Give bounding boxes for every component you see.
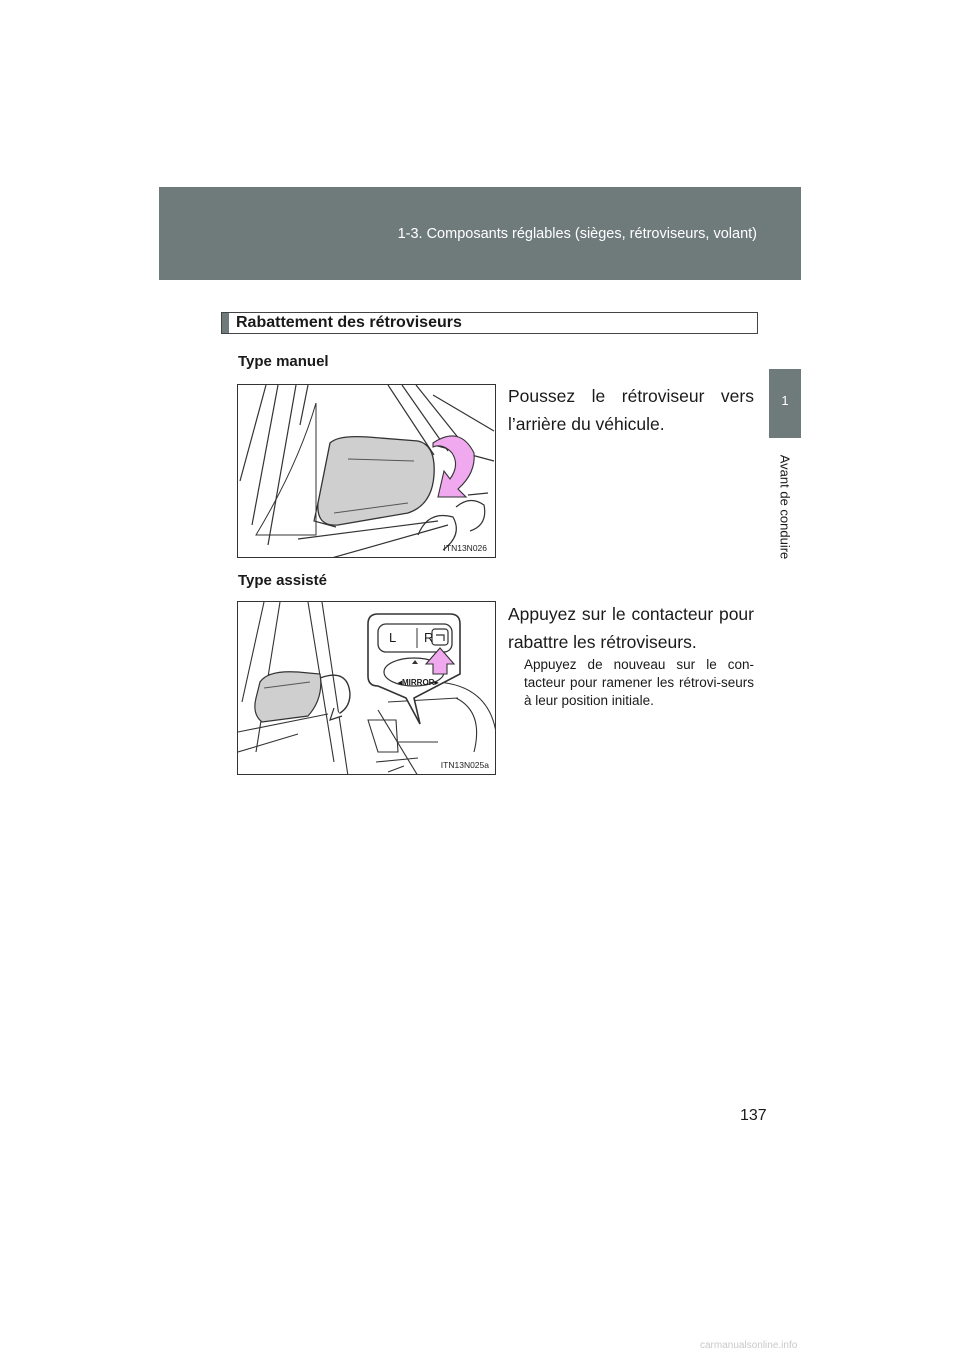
figure-code: ITN13N026 — [443, 543, 487, 553]
switch-label-mirror: ◂MIRROR▸ — [398, 678, 439, 687]
chapter-tab — [769, 369, 801, 438]
watermark: carmanualsonline.info — [700, 1340, 798, 1351]
power-type-heading: Type assisté — [238, 572, 327, 589]
power-instruction: Appuyez sur le contacteur pour rabattre les rétroviseurs. — [508, 604, 754, 652]
section-heading-bar — [222, 313, 229, 333]
figure-code: ITN13N025a — [440, 760, 489, 770]
power-mirror-illustration — [237, 601, 496, 775]
header-band — [159, 187, 801, 280]
section-heading — [221, 312, 758, 334]
power-mirror-drawing — [238, 602, 496, 775]
chapter-label: Avant de conduire — [777, 454, 793, 560]
manual-instruction: Poussez le rétroviseur vers l’arrière du véhicule. — [508, 386, 754, 434]
fold-switch-button — [432, 629, 448, 645]
section-title: Rabattement des rétroviseurs — [236, 314, 462, 331]
switch-label-right: R — [424, 630, 434, 645]
power-note: Appuyez de nouveau sur le con-tacteur pour ramener les rétrovi-seurs à leur position initiale. — [524, 657, 754, 708]
chapter-title: 1-3. Composants réglables (sièges, rétroviseurs, volant) — [397, 226, 757, 242]
switch-label-left: L — [389, 630, 398, 645]
fold-arrow-icon — [433, 436, 474, 497]
manual-type-heading: Type manuel — [238, 353, 329, 370]
page-number: 137 — [740, 1107, 767, 1124]
manual-mirror-drawing — [238, 385, 496, 558]
chapter-number: 1 — [781, 393, 789, 408]
manual-mirror-illustration — [237, 384, 496, 558]
